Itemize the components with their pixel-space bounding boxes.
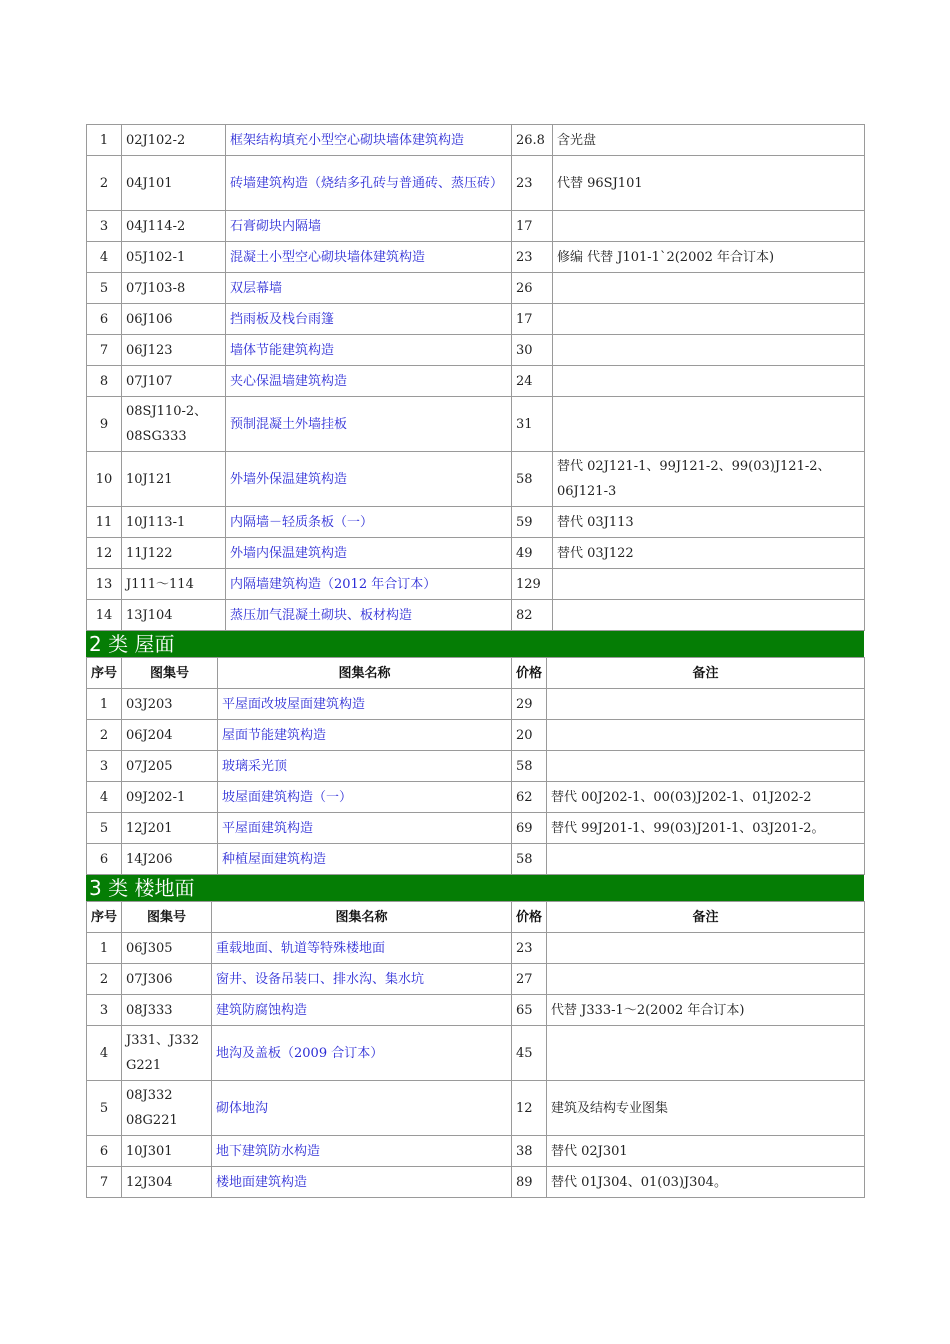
table-row <box>87 507 865 538</box>
atlas-note <box>547 720 865 751</box>
atlas-code: 07J103-8 <box>122 273 226 304</box>
table-row <box>87 1026 865 1081</box>
atlas-price: 23 <box>512 933 547 964</box>
atlas-price: 26.8 <box>512 125 553 156</box>
atlas-name-link[interactable]: 平屋面建筑构造 <box>218 813 512 844</box>
atlas-note: 替代 99J201-1、99(03)J201-1、03J201-2。 <box>547 813 865 844</box>
atlas-name-link[interactable]: 种植屋面建筑构造 <box>218 844 512 875</box>
section-header-roof: 2 类 屋面 <box>86 631 864 657</box>
atlas-note <box>547 1026 865 1081</box>
atlas-note <box>547 844 865 875</box>
table-row <box>87 995 865 1026</box>
section-header-floor: 3 类 楼地面 <box>86 875 864 901</box>
table-row <box>87 242 865 273</box>
atlas-name-link[interactable]: 夹心保温墙建筑构造 <box>226 366 512 397</box>
atlas-note <box>553 397 865 452</box>
atlas-code: 02J102-2 <box>122 125 226 156</box>
atlas-code: 03J203 <box>122 689 218 720</box>
atlas-note: 建筑及结构专业图集 <box>547 1081 865 1136</box>
atlas-note: 代替 J333-1～2(2002 年合订本) <box>547 995 865 1026</box>
atlas-code: 04J101 <box>122 156 226 211</box>
table-row <box>87 751 865 782</box>
table-row <box>87 366 865 397</box>
atlas-code: 08SJ110-2、08SG333 <box>122 397 226 452</box>
row-number: 6 <box>87 304 122 335</box>
table-row <box>87 538 865 569</box>
atlas-code: 06J106 <box>122 304 226 335</box>
catalog-document <box>86 124 864 1198</box>
row-number: 7 <box>87 1167 122 1198</box>
row-number: 1 <box>87 689 122 720</box>
row-number: 3 <box>87 995 122 1026</box>
atlas-name-link[interactable]: 砌体地沟 <box>212 1081 512 1136</box>
table-row <box>87 964 865 995</box>
atlas-code: J331、J332 G221 <box>122 1026 212 1081</box>
atlas-name-link[interactable]: 砖墙建筑构造（烧结多孔砖与普通砖、蒸压砖） <box>226 156 512 211</box>
atlas-price: 38 <box>512 1136 547 1167</box>
atlas-code: 12J304 <box>122 1167 212 1198</box>
atlas-price: 82 <box>512 600 553 631</box>
atlas-name-link[interactable]: 内隔墙－轻质条板（一） <box>226 507 512 538</box>
row-number: 1 <box>87 125 122 156</box>
atlas-price: 58 <box>512 751 547 782</box>
atlas-code: 06J204 <box>122 720 218 751</box>
atlas-code: 08J332 08G221 <box>122 1081 212 1136</box>
row-number: 7 <box>87 335 122 366</box>
table-row <box>87 211 865 242</box>
atlas-name-link[interactable]: 地下建筑防水构造 <box>212 1136 512 1167</box>
atlas-note: 代替 96SJ101 <box>553 156 865 211</box>
row-number: 2 <box>87 156 122 211</box>
atlas-note <box>547 964 865 995</box>
atlas-price: 59 <box>512 507 553 538</box>
column-header-price: 价格 <box>512 902 547 933</box>
atlas-price: 23 <box>512 156 553 211</box>
atlas-code: 13J104 <box>122 600 226 631</box>
column-header-code: 图集号 <box>122 658 218 689</box>
row-number: 14 <box>87 600 122 631</box>
atlas-note: 替代 01J304、01(03)J304。 <box>547 1167 865 1198</box>
atlas-price: 49 <box>512 538 553 569</box>
table-row <box>87 813 865 844</box>
table-row <box>87 273 865 304</box>
atlas-code: 10J121 <box>122 452 226 507</box>
atlas-price: 20 <box>512 720 547 751</box>
table-row <box>87 125 865 156</box>
column-header-note: 备注 <box>547 658 865 689</box>
row-number: 10 <box>87 452 122 507</box>
atlas-note <box>553 335 865 366</box>
atlas-code: 12J201 <box>122 813 218 844</box>
table-row <box>87 844 865 875</box>
atlas-note <box>547 689 865 720</box>
column-header-name: 图集名称 <box>212 902 512 933</box>
atlas-name-link[interactable]: 楼地面建筑构造 <box>212 1167 512 1198</box>
atlas-note <box>553 273 865 304</box>
table-row <box>87 933 865 964</box>
atlas-price: 29 <box>512 689 547 720</box>
row-number: 6 <box>87 1136 122 1167</box>
table-row <box>87 335 865 366</box>
atlas-name-link[interactable]: 双层幕墙 <box>226 273 512 304</box>
atlas-price: 62 <box>512 782 547 813</box>
atlas-price: 26 <box>512 273 553 304</box>
table-row <box>87 1081 865 1136</box>
atlas-name-link[interactable]: 外墙外保温建筑构造 <box>226 452 512 507</box>
atlas-price: 58 <box>512 452 553 507</box>
table-row <box>87 452 865 507</box>
atlas-name-link[interactable]: 框架结构填充小型空心砌块墙体建筑构造 <box>226 125 512 156</box>
atlas-code: 07J107 <box>122 366 226 397</box>
table-row <box>87 397 865 452</box>
atlas-name-link[interactable]: 屋面节能建筑构造 <box>218 720 512 751</box>
atlas-note: 修编 代替 J101-1`2(2002 年合订本) <box>553 242 865 273</box>
atlas-price: 45 <box>512 1026 547 1081</box>
atlas-name-link[interactable]: 窗井、设备吊装口、排水沟、集水坑 <box>212 964 512 995</box>
atlas-price: 31 <box>512 397 553 452</box>
atlas-price: 89 <box>512 1167 547 1198</box>
atlas-note <box>553 569 865 600</box>
row-number: 5 <box>87 813 122 844</box>
column-header-price: 价格 <box>512 658 547 689</box>
atlas-name-link[interactable]: 内隔墙建筑构造（2012 年合订本） <box>226 569 512 600</box>
row-number: 13 <box>87 569 122 600</box>
atlas-note: 含光盘 <box>553 125 865 156</box>
atlas-name-link[interactable]: 混凝土小型空心砌块墙体建筑构造 <box>226 242 512 273</box>
table-row <box>87 156 865 211</box>
column-header-no: 序号 <box>87 902 122 933</box>
row-number: 3 <box>87 211 122 242</box>
table-header-row <box>87 902 865 933</box>
row-number: 9 <box>87 397 122 452</box>
atlas-name-link[interactable]: 玻璃采光顶 <box>218 751 512 782</box>
atlas-price: 17 <box>512 211 553 242</box>
row-number: 4 <box>87 1026 122 1081</box>
row-number: 5 <box>87 273 122 304</box>
atlas-note <box>547 751 865 782</box>
row-number: 2 <box>87 720 122 751</box>
column-header-name: 图集名称 <box>218 658 512 689</box>
atlas-price: 58 <box>512 844 547 875</box>
atlas-name-link[interactable]: 外墙内保温建筑构造 <box>226 538 512 569</box>
atlas-price: 30 <box>512 335 553 366</box>
atlas-code: 11J122 <box>122 538 226 569</box>
row-number: 8 <box>87 366 122 397</box>
column-header-code: 图集号 <box>122 902 212 933</box>
atlas-name-link[interactable]: 坡屋面建筑构造（一） <box>218 782 512 813</box>
table-row <box>87 782 865 813</box>
atlas-note <box>553 211 865 242</box>
table-row <box>87 304 865 335</box>
atlas-note <box>547 933 865 964</box>
atlas-code: 09J202-1 <box>122 782 218 813</box>
atlas-name-link[interactable]: 挡雨板及栈台雨篷 <box>226 304 512 335</box>
row-number: 1 <box>87 933 122 964</box>
row-number: 2 <box>87 964 122 995</box>
atlas-price: 27 <box>512 964 547 995</box>
wall-atlas-table <box>86 124 865 631</box>
atlas-price: 12 <box>512 1081 547 1136</box>
atlas-name-link[interactable]: 建筑防腐蚀构造 <box>212 995 512 1026</box>
atlas-price: 23 <box>512 242 553 273</box>
atlas-name-link[interactable]: 石膏砌块内隔墙 <box>226 211 512 242</box>
column-header-no: 序号 <box>87 658 122 689</box>
atlas-code: 14J206 <box>122 844 218 875</box>
table-header-row <box>87 658 865 689</box>
atlas-note: 替代 03J122 <box>553 538 865 569</box>
atlas-price: 65 <box>512 995 547 1026</box>
atlas-note <box>553 600 865 631</box>
row-number: 12 <box>87 538 122 569</box>
atlas-price: 69 <box>512 813 547 844</box>
atlas-code: 04J114-2 <box>122 211 226 242</box>
table-row <box>87 720 865 751</box>
row-number: 4 <box>87 242 122 273</box>
table-row <box>87 569 865 600</box>
row-number: 3 <box>87 751 122 782</box>
table-row <box>87 1167 865 1198</box>
roof-atlas-table <box>86 657 865 875</box>
atlas-name-link[interactable]: 预制混凝土外墙挂板 <box>226 397 512 452</box>
row-number: 5 <box>87 1081 122 1136</box>
row-number: 6 <box>87 844 122 875</box>
atlas-code: 07J306 <box>122 964 212 995</box>
atlas-name-link[interactable]: 地沟及盖板（2009 合订本） <box>212 1026 512 1081</box>
atlas-note: 替代 03J113 <box>553 507 865 538</box>
atlas-code: J111～114 <box>122 569 226 600</box>
atlas-note <box>553 304 865 335</box>
atlas-price: 24 <box>512 366 553 397</box>
atlas-code: 10J113-1 <box>122 507 226 538</box>
atlas-note: 替代 02J121-1、99J121-2、99(03)J121-2、06J121-3 <box>553 452 865 507</box>
floor-atlas-table <box>86 901 865 1198</box>
row-number: 11 <box>87 507 122 538</box>
atlas-note: 替代 02J301 <box>547 1136 865 1167</box>
atlas-code: 08J333 <box>122 995 212 1026</box>
table-row <box>87 689 865 720</box>
atlas-name-link[interactable]: 重载地面、轨道等特殊楼地面 <box>212 933 512 964</box>
atlas-name-link[interactable]: 墙体节能建筑构造 <box>226 335 512 366</box>
atlas-code: 07J205 <box>122 751 218 782</box>
atlas-name-link[interactable]: 平屋面改坡屋面建筑构造 <box>218 689 512 720</box>
atlas-price: 17 <box>512 304 553 335</box>
atlas-code: 06J305 <box>122 933 212 964</box>
row-number: 4 <box>87 782 122 813</box>
table-row <box>87 600 865 631</box>
atlas-note: 替代 00J202-1、00(03)J202-1、01J202-2 <box>547 782 865 813</box>
atlas-code: 05J102-1 <box>122 242 226 273</box>
atlas-name-link[interactable]: 蒸压加气混凝土砌块、板材构造 <box>226 600 512 631</box>
atlas-price: 129 <box>512 569 553 600</box>
atlas-code: 10J301 <box>122 1136 212 1167</box>
column-header-note: 备注 <box>547 902 865 933</box>
atlas-code: 06J123 <box>122 335 226 366</box>
atlas-note <box>553 366 865 397</box>
table-row <box>87 1136 865 1167</box>
